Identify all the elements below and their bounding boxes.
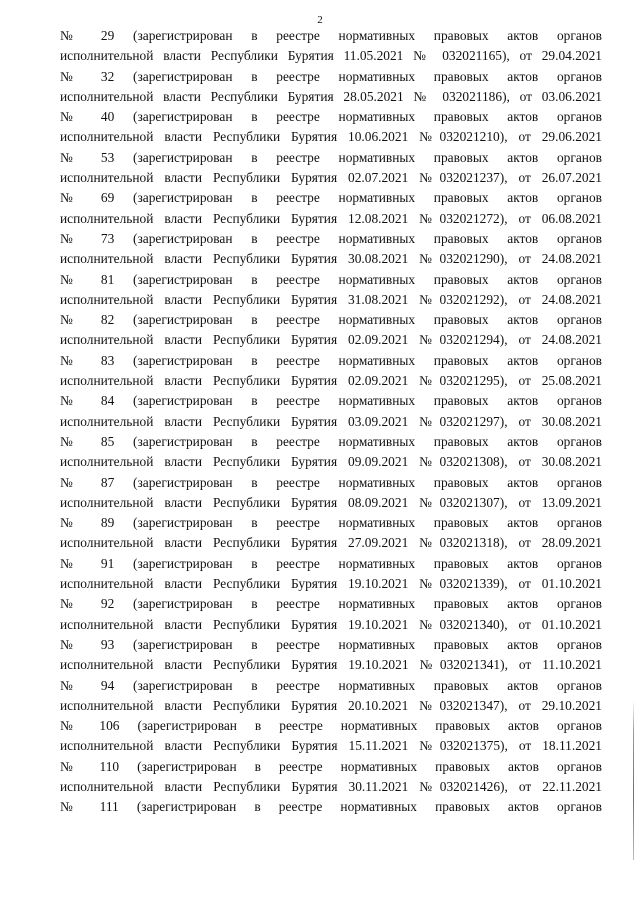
entry-first-line: № 84 (зарегистрирован в реестре нормативных правовых актов органов	[60, 393, 602, 409]
entry-second-line: исполнительной власти Республики Бурятия 02.07.2021 №032021237), от 26.07.2021	[60, 170, 602, 186]
entry-second-line: исполнительной власти Республики Бурятия 03.09.2021 №032021297), от 30.08.2021	[60, 413, 602, 429]
entry-first-line: № 82 (зарегистрирован в реестре нормативных правовых актов органов	[60, 312, 602, 328]
registry-entry	[60, 676, 602, 717]
entry-second-line: исполнительной власти Республики Бурятия 10.06.2021 №032021210), от 29.06.2021	[60, 129, 602, 145]
entry-second-line: исполнительной власти Республики Бурятия 11.05.2021 № 032021165), от 29.04.2021	[60, 48, 602, 64]
entry-second-line: исполнительной власти Республики Бурятия 31.08.2021 №032021292), от 24.08.2021	[60, 291, 602, 307]
registry-entry	[60, 716, 602, 757]
entry-first-line: № 40 (зарегистрирован в реестре нормативных правовых актов органов	[60, 109, 602, 125]
registry-entry	[60, 188, 602, 229]
entry-first-line: № 69 (зарегистрирован в реестре нормативных правовых актов органов	[60, 190, 602, 206]
registry-entry	[60, 473, 602, 514]
registry-entry	[60, 148, 602, 189]
entry-second-line: исполнительной власти Республики Бурятия 15.11.2021 №032021375), от 18.11.2021	[60, 738, 602, 754]
registry-entry	[60, 270, 602, 311]
entry-first-line: № 106 (зарегистрирован в реестре нормативных правовых актов органов	[60, 718, 602, 734]
entry-second-line: исполнительной власти Республики Бурятия 12.08.2021 №032021272), от 06.08.2021	[60, 210, 602, 226]
registry-entry	[60, 432, 602, 473]
entry-second-line: исполнительной власти Республики Бурятия 19.10.2021 №032021339), от 01.10.2021	[60, 576, 602, 592]
registry-entry	[60, 554, 602, 595]
entry-second-line: исполнительной власти Республики Бурятия 20.10.2021 №032021347), от 29.10.2021	[60, 697, 602, 713]
registry-entry	[60, 351, 602, 392]
registry-entry	[60, 635, 602, 676]
entry-second-line: исполнительной власти Республики Бурятия 19.10.2021 №032021340), от 01.10.2021	[60, 616, 602, 632]
entry-first-line: № 83 (зарегистрирован в реестре нормативных правовых актов органов	[60, 352, 602, 368]
entry-first-line: № 110 (зарегистрирован в реестре нормативных правовых актов органов	[60, 758, 602, 774]
entry-second-line: исполнительной власти Республики Бурятия 19.10.2021 №032021341), от 11.10.2021	[60, 657, 602, 673]
registry-entry	[60, 757, 602, 798]
entry-first-line: № 73 (зарегистрирован в реестре нормативных правовых актов органов	[60, 230, 602, 246]
entry-first-line: № 89 (зарегистрирован в реестре нормативных правовых актов органов	[60, 515, 602, 531]
entry-first-line: № 87 (зарегистрирован в реестре нормативных правовых актов органов	[60, 474, 602, 490]
entry-first-line: № 93 (зарегистрирован в реестре нормативных правовых актов органов	[60, 636, 602, 652]
registry-entry	[60, 310, 602, 351]
entry-second-line: исполнительной власти Республики Бурятия 02.09.2021 №032021295), от 25.08.2021	[60, 373, 602, 389]
registry-entry	[60, 513, 602, 554]
registry-entry	[60, 26, 602, 67]
entry-first-line: № 91 (зарегистрирован в реестре нормативных правовых актов органов	[60, 555, 602, 571]
entry-list	[60, 26, 602, 797]
entry-first-line: № 53 (зарегистрирован в реестре нормативных правовых актов органов	[60, 149, 602, 165]
entry-second-line: исполнительной власти Республики Бурятия 08.09.2021 №032021307), от 13.09.2021	[60, 494, 602, 510]
registry-entry	[60, 391, 602, 432]
entry-second-line: исполнительной власти Республики Бурятия 30.11.2021 №032021426), от 22.11.2021	[60, 778, 602, 794]
entry-second-line: исполнительной власти Республики Бурятия 27.09.2021 №032021318), от 28.09.2021	[60, 535, 602, 551]
entry-second-line: исполнительной власти Республики Бурятия 28.05.2021 № 032021186), от 03.06.2021	[60, 88, 602, 104]
entry-first-line: № 92 (зарегистрирован в реестре нормативных правовых актов органов	[60, 596, 602, 612]
entry-second-line: исполнительной власти Республики Бурятия 30.08.2021 №032021290), от 24.08.2021	[60, 251, 602, 267]
page-number: 2	[317, 14, 323, 26]
entry-first-line: № 81 (зарегистрирован в реестре нормативных правовых актов органов	[60, 271, 602, 287]
registry-entry	[60, 594, 602, 635]
entry-first-line: № 32 (зарегистрирован в реестре нормативных правовых актов органов	[60, 68, 602, 84]
registry-entry	[60, 107, 602, 148]
registry-entry	[60, 229, 602, 270]
entry-second-line: исполнительной власти Республики Бурятия 09.09.2021 №032021308), от 30.08.2021	[60, 454, 602, 470]
document-body	[60, 26, 602, 818]
entry-trailing-line: № 111 (зарегистрирован в реестре нормативных правовых актов органов	[60, 799, 602, 815]
scan-edge-mark	[633, 700, 634, 860]
entry-first-line: № 29 (зарегистрирован в реестре нормативных правовых актов органов	[60, 28, 602, 43]
registry-entry	[60, 67, 602, 108]
entry-first-line: № 94 (зарегистрирован в реестре нормативных правовых актов органов	[60, 677, 602, 693]
entry-first-line: № 85 (зарегистрирован в реестре нормативных правовых актов органов	[60, 433, 602, 449]
entry-second-line: исполнительной власти Республики Бурятия 02.09.2021 №032021294), от 24.08.2021	[60, 332, 602, 348]
